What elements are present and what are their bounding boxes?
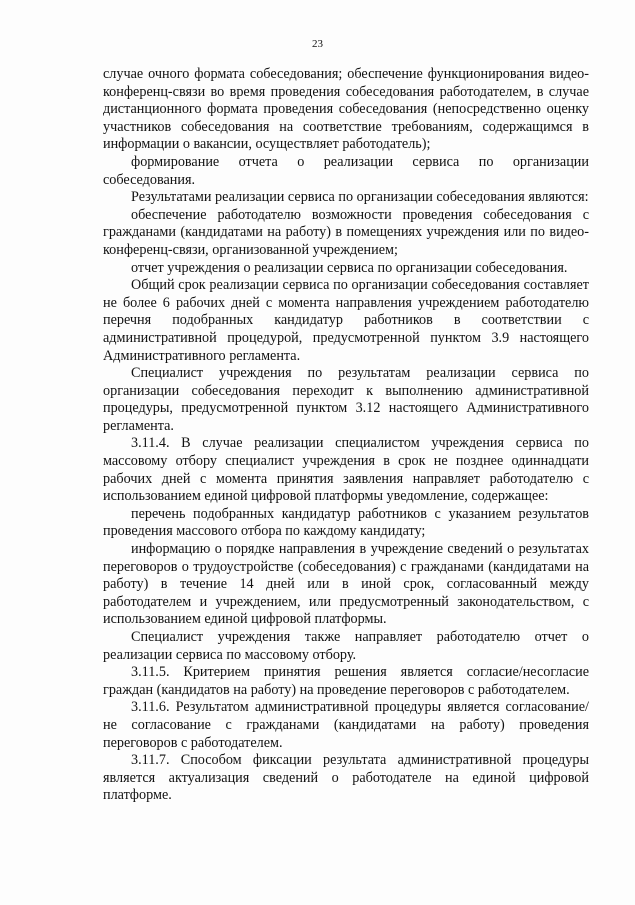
paragraph-notice-item-1: перечень подобранных кандидатур работников с указанием результатов проведения массового отбора по каждому кандидату; (103, 505, 589, 540)
paragraph-specialist-report: Специалист учреждения также направляет работодателю отчет о реализации сервиса по массовому отбору. (103, 629, 589, 663)
paragraph-result-item-1: обеспечение работодателю возможности проведения собеседования с гражданами (кандидатами на работу) в помещениях учреждения или по видео-конференц-связи, организованной учреждением; (103, 206, 589, 258)
paragraph-continuation: случае очного формата собеседования; обеспечение функционирования видео-конференц-связи во время проведения собеседования работодателем, в случае дистанционного формата проведения собеседования (непосредственно оценку участников собеседования на соответствие требованиям, содержащимся в информации о вакансии, осуществляет работодатель); (103, 66, 589, 153)
paragraph-report-formation: формирование отчета о реализации сервиса по организации собеседования. (103, 153, 589, 188)
paragraph-3-11-7: 3.11.7. Способом фиксации результата административной процедуры является актуализация сведений о работодателе на единой цифровой платформе. (103, 752, 589, 804)
paragraph-3-11-6: 3.11.6. Результатом административной процедуры является согласование/не согласование с гражданами (кандидатами на работу) проведения переговоров с работодателем. (103, 699, 589, 751)
document-body (103, 66, 589, 805)
paragraph-result-item-2: отчет учреждения о реализации сервиса по организации собеседования. (131, 259, 568, 276)
page-number: 23 (312, 38, 323, 50)
paragraph-specialist-transition: Специалист учреждения по результатам реализации сервиса по организации собеседования переходит к выполнению административной процедуры, предусмотренной пунктом 3.12 настоящего Административного регламента. (103, 365, 589, 434)
paragraph-total-term: Общий срок реализации сервиса по организации собеседования составляет не более 6 рабочих дней с момента направления учреждением работодателю перечня подобранных кандидатур работников в соответствии с административной процедурой, предусмотренной пунктом 3.9 настоящего Административного регламента. (103, 277, 589, 364)
paragraph-results-heading: Результатами реализации сервиса по организации собеседования являются: (131, 189, 589, 206)
paragraph-3-11-4: 3.11.4. В случае реализации специалистом учреждения сервиса по массовому отбору специалист учреждения в срок не позднее одиннадцати рабочих дней с момента принятия заявления направляет работодателю с использованием единой цифровой платформы уведомление, содержащее: (103, 435, 589, 505)
paragraph-notice-item-2: информацию о порядке направления в учреждение сведений о результатах переговоров о трудоустройстве (собеседования) с гражданами (кандидатами на работу) в течение 14 дней или в иной срок, согласованный между работодателем и учреждением, или предусмотренный законодательством, с использованием единой цифровой платформы. (103, 541, 589, 628)
paragraph-3-11-5: 3.11.5. Критерием принятия решения является согласие/несогласие граждан (кандидатов на работу) на проведение переговоров с работодателем. (103, 664, 589, 698)
